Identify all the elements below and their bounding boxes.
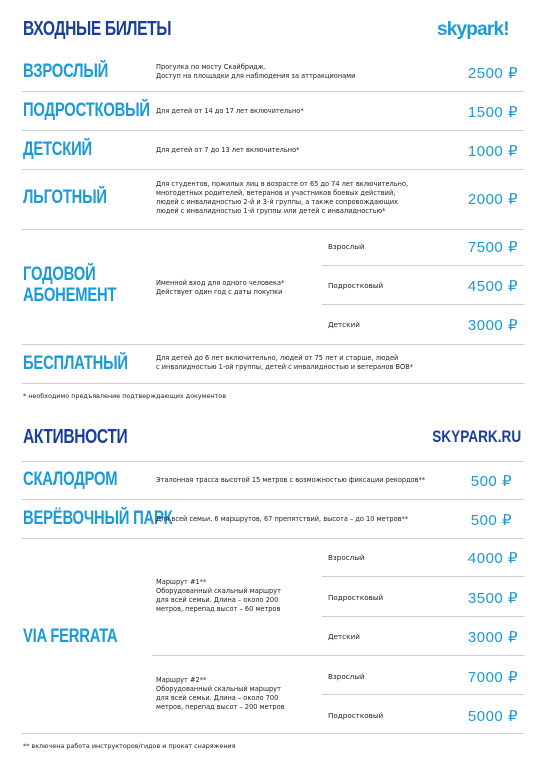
- divider: [22, 733, 524, 734]
- annual-option-price: 3000 ₽: [467, 317, 518, 334]
- annual-option-label: Взрослый: [328, 242, 365, 251]
- divider: [322, 694, 524, 695]
- via-ferrata-name: VIA FERRATA: [23, 626, 118, 647]
- ticket-name-child: ДЕТСКИЙ: [23, 139, 92, 160]
- activity-desc-rope-park: Для всей семьи. 6 маршрутов, 67 препятствий, высота – до 10 метров**: [156, 515, 409, 523]
- divider: [22, 91, 524, 92]
- ticket-desc-adult-1: Прогулка по мосту Скайбридж.: [156, 63, 266, 71]
- footnote-documents: * необходимо предъявление подтверждающих документов: [23, 392, 226, 400]
- route2-desc-1: Маршрут #2**: [156, 676, 207, 684]
- annual-desc-1: Именной вход для одного человека*: [156, 279, 285, 287]
- divider: [22, 499, 524, 500]
- divider: [322, 304, 524, 305]
- activity-desc-climbing: Эталонная трасса высотой 15 метров с возможностью фиксации рекордов**: [156, 476, 426, 484]
- activity-name-rope-park: ВЕРЁВОЧНЫЙ ПАРК: [23, 508, 173, 529]
- divider: [22, 229, 524, 230]
- ticket-name-teen: ПОДРОСТКОВЫЙ: [23, 100, 150, 121]
- ticket-name-discount: ЛЬГОТНЫЙ: [23, 187, 107, 208]
- route1-desc-4: метров, перепад высот – 60 метров: [156, 605, 281, 613]
- annual-desc-2: Действует один год с даты покупки: [156, 288, 283, 296]
- divider: [22, 169, 524, 170]
- route2-desc-3: для всей семьи. Длина – около 700: [156, 694, 279, 702]
- page-title: ВХОДНЫЕ БИЛЕТЫ: [23, 18, 172, 40]
- route2-option-label: Подростковый: [328, 711, 384, 720]
- route1-option-label: Подростковый: [328, 593, 384, 602]
- divider: [22, 383, 524, 384]
- divider: [322, 576, 524, 577]
- route2-option-price: 7000 ₽: [467, 669, 518, 686]
- route1-option-label: Взрослый: [328, 553, 365, 562]
- ticket-price-adult: 2500 ₽: [467, 65, 518, 82]
- ticket-desc-discount-3: людей с инвалидностью 2-й и 3-й группы, а также сопровождающих: [156, 198, 398, 206]
- annual-option-label: Детский: [328, 320, 360, 329]
- divider: [322, 265, 524, 266]
- ticket-desc-discount-1: Для студентов, пожилых лиц в возрасте от 65 до 74 лет включительно,: [156, 180, 409, 188]
- activities-title: АКТИВНОСТИ: [23, 426, 128, 448]
- ticket-desc-child: Для детей от 7 до 13 лет включительно*: [156, 146, 300, 154]
- skypark-logo: skypark!: [437, 19, 509, 40]
- ticket-price-child: 1000 ₽: [467, 143, 518, 160]
- divider: [322, 616, 524, 617]
- ticket-name-adult: ВЗРОСЛЫЙ: [23, 61, 109, 82]
- ticket-desc-teen: Для детей от 14 до 17 лет включительно*: [156, 107, 304, 115]
- free-ticket-name: БЕСПЛАТНЫЙ: [23, 353, 128, 374]
- route1-option-price: 3500 ₽: [467, 590, 518, 607]
- route1-desc-3: для всей семьи. Длина – около 200: [156, 596, 279, 604]
- route2-desc-4: метров, перепад высот – 200 метров: [156, 703, 285, 711]
- annual-name-1: ГОДОВОЙ: [23, 264, 96, 285]
- divider: [22, 344, 524, 345]
- route2-option-price: 5000 ₽: [467, 708, 518, 725]
- footnote-instructors: ** включена работа инструкторов/гидов и прокат снаряжения: [23, 742, 236, 750]
- route1-desc-1: Маршрут #1**: [156, 578, 207, 586]
- route1-option-price: 4000 ₽: [467, 550, 518, 567]
- divider: [22, 461, 524, 462]
- ticket-price-discount: 2000 ₽: [467, 191, 518, 208]
- divider: [22, 130, 524, 131]
- divider: [22, 538, 524, 539]
- route1-desc-2: Оборудованный скальный маршрут: [156, 587, 281, 595]
- annual-option-label: Подростковый: [328, 281, 384, 290]
- route2-option-label: Взрослый: [328, 672, 365, 681]
- ticket-desc-adult-2: Доступ на площадки для наблюдения за аттракционами: [156, 72, 356, 80]
- annual-option-price: 7500 ₽: [467, 239, 518, 256]
- free-ticket-desc-1: Для детей до 6 лет включительно, людей от 75 лет и старше, людей: [156, 354, 399, 362]
- ticket-desc-discount-4: людей с инвалидностью 1-й группы или детей с инвалидностью*: [156, 207, 386, 215]
- site-link[interactable]: SKYPARK.RU: [432, 427, 521, 446]
- activity-name-climbing: СКАЛОДРОМ: [23, 469, 118, 490]
- activity-price-climbing: 500 ₽: [470, 473, 512, 490]
- ticket-desc-discount-2: многодетных родителей, ветеранов и участников боевых действий,: [156, 189, 396, 197]
- ticket-price-teen: 1500 ₽: [467, 104, 518, 121]
- annual-name-2: АБОНЕМЕНТ: [23, 285, 117, 306]
- route1-option-label: Детский: [328, 632, 360, 641]
- route1-option-price: 3000 ₽: [467, 629, 518, 646]
- free-ticket-desc-2: с инвалидностью 1-ой группы, детей с инвалидностью и ветеранов ВОВ*: [156, 363, 414, 371]
- annual-option-price: 4500 ₽: [467, 278, 518, 295]
- divider: [152, 655, 524, 656]
- activity-price-rope-park: 500 ₽: [470, 512, 512, 529]
- route2-desc-2: Оборудованный скальный маршрут: [156, 685, 281, 693]
